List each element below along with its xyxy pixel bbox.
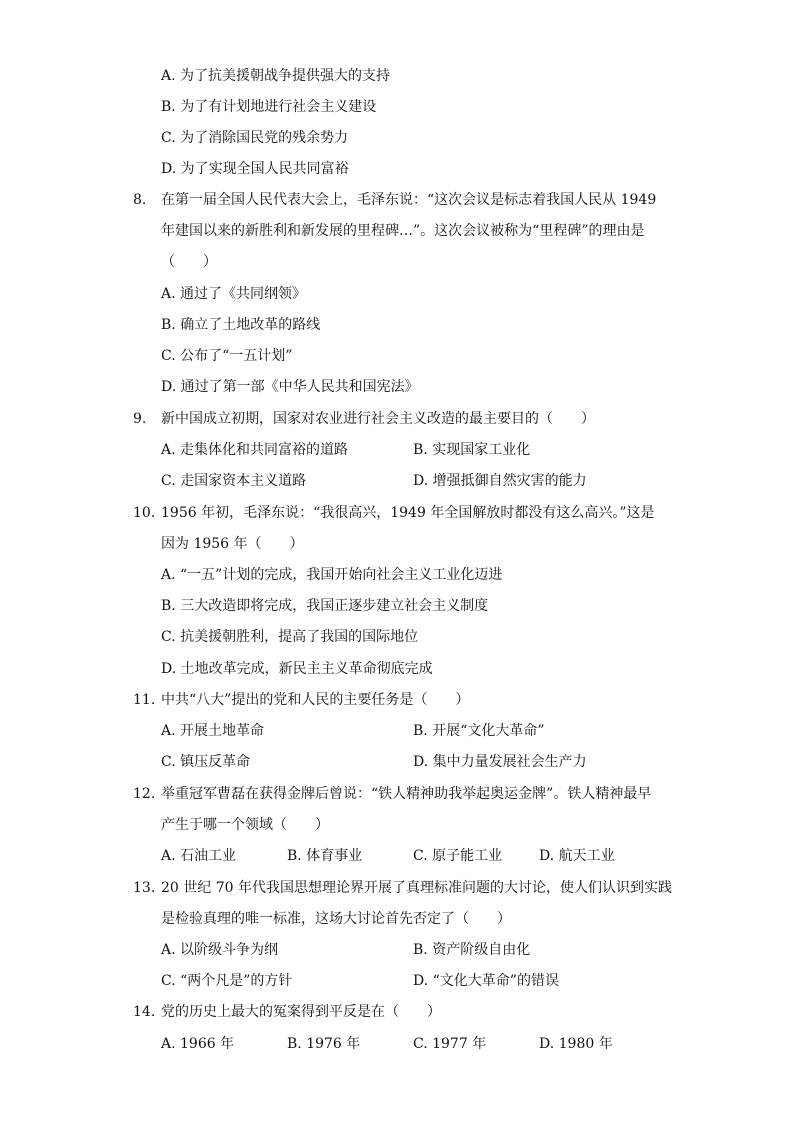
q10-stem-line-2: 因为 1956 年（ ） <box>161 536 304 552</box>
q10-stem-line-1: 1956 年初，毛泽东说：“我很高兴，1949 年全国解放时都没有这么高兴。”这是 <box>161 505 655 521</box>
q13-option-c: C. “两个凡是”的方针 <box>161 973 293 989</box>
q8-option-b: B. 确立了土地改革的路线 <box>161 317 321 333</box>
q10-option-b: B. 三大改造即将完成，我国正逐步建立社会主义制度 <box>161 598 489 614</box>
q9-option-d: D. 增强抵御自然灾害的能力 <box>413 473 587 489</box>
q7-option-b: B. 为了有计划地进行社会主义建设 <box>161 99 377 115</box>
q10-option-c: C. 抗美援朝胜利，提高了我国的国际地位 <box>161 629 419 645</box>
q13-stem-line-1: 20 世纪 70 年代我国思想理论界开展了真理标准问题的大讨论，使人们认识到实践 <box>161 880 672 896</box>
q12-option-c: C. 原子能工业 <box>413 848 503 864</box>
q12-option-d: D. 航天工业 <box>539 848 615 864</box>
q10-option-d: D. 土地改革完成，新民主主义革命彻底完成 <box>161 661 433 677</box>
q12-option-b: B. 体育事业 <box>287 848 363 864</box>
q12-stem-line-2: 产生于哪一个领域（ ） <box>161 817 329 833</box>
q9-option-b: B. 实现国家工业化 <box>413 442 531 458</box>
q7-option-c: C. 为了消除国民党的残余势力 <box>161 130 349 146</box>
q12-number: 12. <box>133 786 156 802</box>
q8-stem-line-2: 年建国以来的新胜利和新发展的里程碑…”。这次会议被称为“里程碑”的理由是 <box>161 223 645 239</box>
q11-number: 11. <box>133 692 156 708</box>
q11-option-a: A. 开展土地革命 <box>161 723 265 739</box>
q8-stem-line-1: 在第一届全国人民代表大会上，毛泽东说：“这次会议是标志着我国人民从 1949 <box>161 192 657 208</box>
q13-option-a: A. 以阶级斗争为纲 <box>161 942 279 958</box>
q8-stem-line-3: （ ） <box>161 254 217 270</box>
q9-option-c: C. 走国家资本主义道路 <box>161 473 307 489</box>
q14-option-d: D. 1980 年 <box>539 1036 613 1052</box>
q12-option-a: A. 石油工业 <box>161 848 237 864</box>
q13-stem-line-2: 是检验真理的唯一标准，这场大讨论首先否定了（ ） <box>161 911 511 927</box>
q10-option-a: A. “一五”计划的完成，我国开始向社会主义工业化迈进 <box>161 567 503 583</box>
q7-option-a: A. 为了抗美援朝战争提供强大的支持 <box>161 68 391 84</box>
q14-option-c: C. 1977 年 <box>413 1036 487 1052</box>
q10-number: 10. <box>133 505 156 521</box>
q13-option-d: D. “文化大革命”的错误 <box>413 973 559 989</box>
q11-stem: 中共“八大”提出的党和人民的主要任务是（ ） <box>161 692 470 708</box>
q8-number: 8. <box>133 192 147 208</box>
q7-option-d: D. 为了实现全国人民共同富裕 <box>161 161 349 177</box>
q14-stem: 党的历史上最大的冤案得到平反是在（ ） <box>161 1004 441 1020</box>
q12-stem-line-1: 举重冠军曹磊在获得金牌后曾说：“铁人精神助我举起奥运金牌”。铁人精神最早 <box>161 786 652 802</box>
q11-option-b: B. 开展“文化大革命” <box>413 723 545 739</box>
q13-option-b: B. 资产阶级自由化 <box>413 942 531 958</box>
q11-option-c: C. 镇压反革命 <box>161 754 251 770</box>
q8-option-c: C. 公布了“一五计划” <box>161 348 293 364</box>
q11-option-d: D. 集中力量发展社会生产力 <box>413 754 587 770</box>
q9-option-a: A. 走集体化和共同富裕的道路 <box>161 442 349 458</box>
q8-option-a: A. 通过了《共同纲领》 <box>161 286 307 302</box>
q14-option-b: B. 1976 年 <box>287 1036 361 1052</box>
q14-number: 14. <box>133 1004 156 1020</box>
q9-number: 9. <box>133 411 147 427</box>
q9-stem: 新中国成立初期，国家对农业进行社会主义改造的最主要目的（ ） <box>161 411 595 427</box>
q13-number: 13. <box>133 880 156 896</box>
q14-option-a: A. 1966 年 <box>161 1036 235 1052</box>
q8-option-d: D. 通过了第一部《中华人民共和国宪法》 <box>161 379 419 395</box>
